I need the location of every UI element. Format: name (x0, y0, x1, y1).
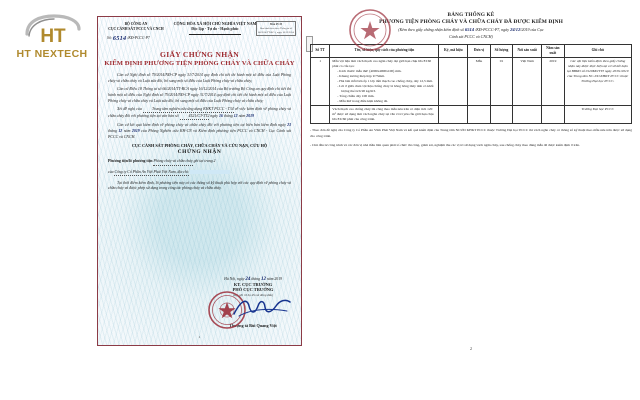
handwritten-signature (231, 294, 293, 320)
logo-wordmark: HT NEXTECH (16, 48, 88, 60)
cell-origin (513, 106, 542, 124)
signer-role-2: PHÓ CỤC TRƯỞNG (232, 287, 274, 292)
column-note: Ghi chú (564, 44, 631, 57)
statistics-title-2: PHƯƠNG TIỆN PHÒNG CHÁY VÀ CHỮA CHÁY ĐÃ ĐƯỢC KIỂM ĐỊNH (379, 19, 563, 25)
svg-text:HT: HT (40, 26, 66, 47)
certified-item-row (108, 158, 291, 165)
proposal-prefix: Xét đề nghị của (117, 107, 142, 112)
item-label: Phương tiện/lô phương tiện (108, 159, 153, 164)
column-quantity: Số lượng (490, 44, 512, 57)
proposal-docno: 4521/CT-TT2 (180, 113, 210, 120)
form-code-box (256, 21, 296, 36)
description-list (332, 69, 436, 104)
subtitle-prefix: (Kèm theo giấy chứng nhận kiểm định số (398, 27, 464, 32)
cell-unit (468, 106, 490, 124)
title-line-1: GIẤY CHỨNG NHẬN (159, 50, 240, 59)
footnote: - Chủ đầu tư công trình và các đơn vị nhà thầu liên quan phải tổ chức thi công, giám sát, nghiệm thu các vị trí sử dụng vách ngăn cháy, sau chống cháy theo đúng mẫu đã được kiểm định ở trên. (310, 143, 580, 148)
statistics-subtitle: (Kèm theo giấy chứng nhận kiểm định số 6514 /KĐ-PCCC-P7, ngày 24/12/2019 của Cục Cảnh sát PCCC và CNCH) (310, 27, 632, 40)
owner-row (108, 169, 291, 176)
subtitle-line-2: Cảnh sát PCCC và CNCH) (449, 33, 493, 39)
proposal-month-label: tháng (223, 114, 233, 119)
certifying-organization: CỤC CẢNH SÁT PHÒNG CHÁY, CHỮA CHÁY VÀ CỨU NẠN, CỨU HỘ (131, 143, 268, 149)
subtitle-number: 6514 (464, 27, 475, 32)
certify-word: CHỨNG NHẬN (177, 149, 222, 156)
result-year-label: năm (123, 129, 131, 134)
table-footnotes (310, 128, 632, 148)
proposal-year-label: năm (238, 114, 246, 119)
cell-quantity (490, 106, 512, 124)
sign-place: Hà Nội, ngày (224, 277, 245, 281)
result-text: Căn cứ kết quả kiểm định về phòng cháy và chữa cháy đối với phương tiện tại biên bản kiểm định ngày (117, 123, 286, 128)
proposal-paragraph (108, 106, 291, 120)
signature-area (101, 277, 298, 328)
cell-stt (311, 106, 330, 124)
proposal-date-label: ngày (210, 114, 218, 119)
statistics-title-1: BẢNG THỐNG KÊ (447, 12, 495, 18)
cell-description (330, 57, 439, 106)
subtitle-year: /2019 của Cục (520, 27, 544, 32)
divider (189, 34, 241, 35)
cell-stt: 1 (311, 57, 330, 106)
cell-quantity: 01 (490, 57, 512, 106)
form-code-note: Ban hành kèm theo Thông tư số 66/2014/TT-BCA, ngày 16/12/2014 (258, 26, 294, 34)
ht-monogram-icon (24, 14, 82, 48)
title-line-2: KIỂM ĐỊNH PHƯƠNG TIỆN PHÒNG CHÁY VÀ CHỮA CHÁY (104, 60, 295, 67)
statistics-seal-icon (348, 8, 392, 52)
proposal-rest: về việc kiểm định về phòng cháy và chữa cháy đối với phương tiện tại văn bản số (108, 107, 291, 119)
cell-model (439, 106, 468, 124)
redacted-address (190, 170, 230, 174)
column-description: Tên, số hiệu, quy cách của phương tiện (330, 44, 439, 57)
certificate-number (107, 35, 150, 42)
description-item: - Hai bên mỗi bên ốp 1 lớp tấm thạch cao chống cháy, dày 12,5 mm. (337, 79, 436, 84)
cell-origin: Việt Nam (513, 57, 542, 106)
result-month-label: tháng (108, 129, 117, 134)
ministry-name: BỘ CÔNG AN (124, 22, 148, 26)
certificate-header (101, 20, 298, 46)
result-paragraph (108, 122, 291, 140)
description-item: - Kích thước mẫu thử: (4000x4000x100) mm. (337, 69, 436, 74)
subtitle-day: 24 (510, 27, 515, 32)
legal-paragraph-2: Căn cứ Điều 18 Thông tư số 66/2014/TT-BCA ngày 16/12/2014 của Bộ trưởng Bộ Công an quy định chi tiết thi hành một số điều của Nghị định số 79/2014/NĐ-CP ngày 31/7/2014 quy định chi tiết thi hành một số điều của Luật Phòng cháy và chữa cháy và Luật sửa đổi, bổ sung một số điều của Luật Phòng cháy và chữa cháy; (108, 87, 291, 104)
table-row (311, 57, 632, 106)
result-day: 23 (287, 123, 291, 128)
country-name: CỘNG HÒA XÃ HỘI CHỦ NGHĨA VIỆT NAM (173, 21, 257, 26)
description-lead: Vách thạch cao chống cháy thi công theo mẫu nêu trên có diện tích 120 m² được sử dụng làm vách ngăn cháy tại văn ví trí yêu cầu giới hạn chịu lửa EI≥60 phút của công trình. (332, 107, 434, 122)
subtitle-month: 12 (515, 27, 521, 32)
cell-year: 2019 (542, 57, 564, 106)
column-origin: Nơi sản xuất (513, 44, 542, 57)
result-year: 2019 (131, 129, 140, 134)
item-tail: ghi tại trang 2 (193, 159, 216, 164)
sign-month-label: tháng (251, 277, 260, 281)
column-stt: Số TT (311, 44, 330, 57)
legal-basis-text (108, 72, 291, 140)
signature-instruction: (Ký, ghi rõ họ tên và đóng dấu) (232, 293, 274, 297)
statistics-header (310, 12, 632, 40)
sign-year-label: năm (266, 277, 274, 281)
sign-month: 12 (260, 277, 266, 282)
legal-paragraph-1: Căn cứ Nghị định số 79/2014/NĐ-CP ngày 31/7/2014 quy định chi tiết thi hành một số điều của Luật Phòng cháy và chữa cháy và Luật sửa đổi, bổ sung một số điều của Luật Phòng cháy và chữa cháy; (108, 73, 291, 84)
owner-label: của (108, 169, 114, 174)
conclusion-paragraph: Tại thời điểm kiểm định, lô phương tiện này có các thông số kỹ thuật phù hợp với các quy định về phòng cháy và chữa cháy và được phép sử dụng trong công tác phòng cháy và chữa cháy. (108, 180, 291, 191)
cell-model (439, 57, 468, 106)
cell-note: Trường Đại học PCCC (564, 106, 631, 124)
certificate-page (97, 16, 302, 346)
page-number-left: 1 (198, 335, 201, 339)
cell-year (542, 106, 564, 124)
description-item: - Mẫu thử trong điều kiện không tải. (337, 99, 436, 104)
column-unit: Đơn vị (468, 44, 490, 57)
statistics-page (310, 12, 632, 202)
national-motto: Độc lập - Tự do - Hạnh phúc (191, 26, 239, 31)
sign-year: 2019 (274, 277, 282, 281)
description-item: - Tổng chiều dày 100 mm. (337, 94, 436, 99)
inspection-table (310, 44, 632, 124)
national-heading (167, 21, 263, 35)
page-number-right: 2 (470, 346, 472, 351)
form-code: Mẫu PC35 (269, 23, 283, 26)
cell-description (330, 106, 439, 124)
signature-block (205, 282, 301, 328)
subtitle-mid: /KĐ-PCCC-P7, ngày (475, 27, 510, 32)
cell-unit: Mẫu (468, 57, 490, 106)
certificate-number-suffix: /KĐ-PCCC-P7 (127, 36, 150, 40)
description-lead: Mẫu vật liệu làm vách thạch cao ngăn cháy đạt giới hạn chịu lửa EI 60 phút có cấu tạo: (332, 58, 432, 68)
item-value: Phòng cháy và chữa cháy (153, 158, 192, 165)
table-row (311, 106, 632, 124)
proposal-org: Trung tâm nghiên cứu ứng dụng KHKT PCCC - T34 (143, 106, 234, 113)
cell-note: Các vật liệu kiểm định theo giấy chứng nhận này được thực hiện tại cơ sở kết luận tại BBKĐ số 0120KĐ/TT3 ngày 20/01/2019 của Trung tâm NC-UD KHKT PCCC thuộc Trường Đại học PCCC. (564, 57, 631, 106)
result-tail: của Phòng Nghiên cứu KH-CN và Kiểm định phương tiện PCCC và CNCH - Cục Cảnh sát PCCC và CNCH. (108, 129, 292, 140)
proposal-year: 2019 (246, 114, 255, 119)
issuing-authority (105, 22, 167, 33)
certificate-title (101, 50, 298, 67)
description-item: - Khung xương thép hộp U75mm. (337, 74, 436, 79)
proposal-month: 12 (233, 114, 238, 119)
description-item: - Lõi ở giữa chèn vật liệu chống cháy là bông bông thủy tinh có khối lượng thể tích 90 kg/m3. (337, 84, 436, 94)
owner-value: Công ty Cổ Phần An Việt Phát Việt Nam, địa chỉ: (114, 169, 189, 176)
company-logo (8, 14, 96, 70)
column-model: Ký, mã hiệu (439, 44, 468, 57)
column-year: Năm sản xuất (542, 44, 564, 57)
certificate-number-value: 6514 (112, 35, 127, 42)
signer-role-1: KT. CỤC TRƯỞNG (233, 282, 273, 287)
department-name: CỤC CẢNH SÁT PCCC VÀ CNCH (108, 27, 164, 32)
certificate-number-label: Số: (107, 36, 112, 40)
conclusion-text (108, 181, 291, 193)
sign-day: 24 (245, 277, 251, 282)
signer-name: Thượng tá Bùi Quang Việt (229, 323, 277, 328)
proposal-day: 16 (218, 114, 223, 119)
footnote: - Theo đơn đề nghị của Công ty Cổ Phần An Vĩnh Phát Việt Nam và kết quả kiểm định của Trung tâm NCƯD KHKT PCCC thuộc Trường Đại học PCCC thì vách ngăn cháy có thông số kỹ thuật theo mẫu nêu trên được sử dụng cho công trình. (310, 128, 632, 138)
result-month: 12 (118, 129, 123, 134)
